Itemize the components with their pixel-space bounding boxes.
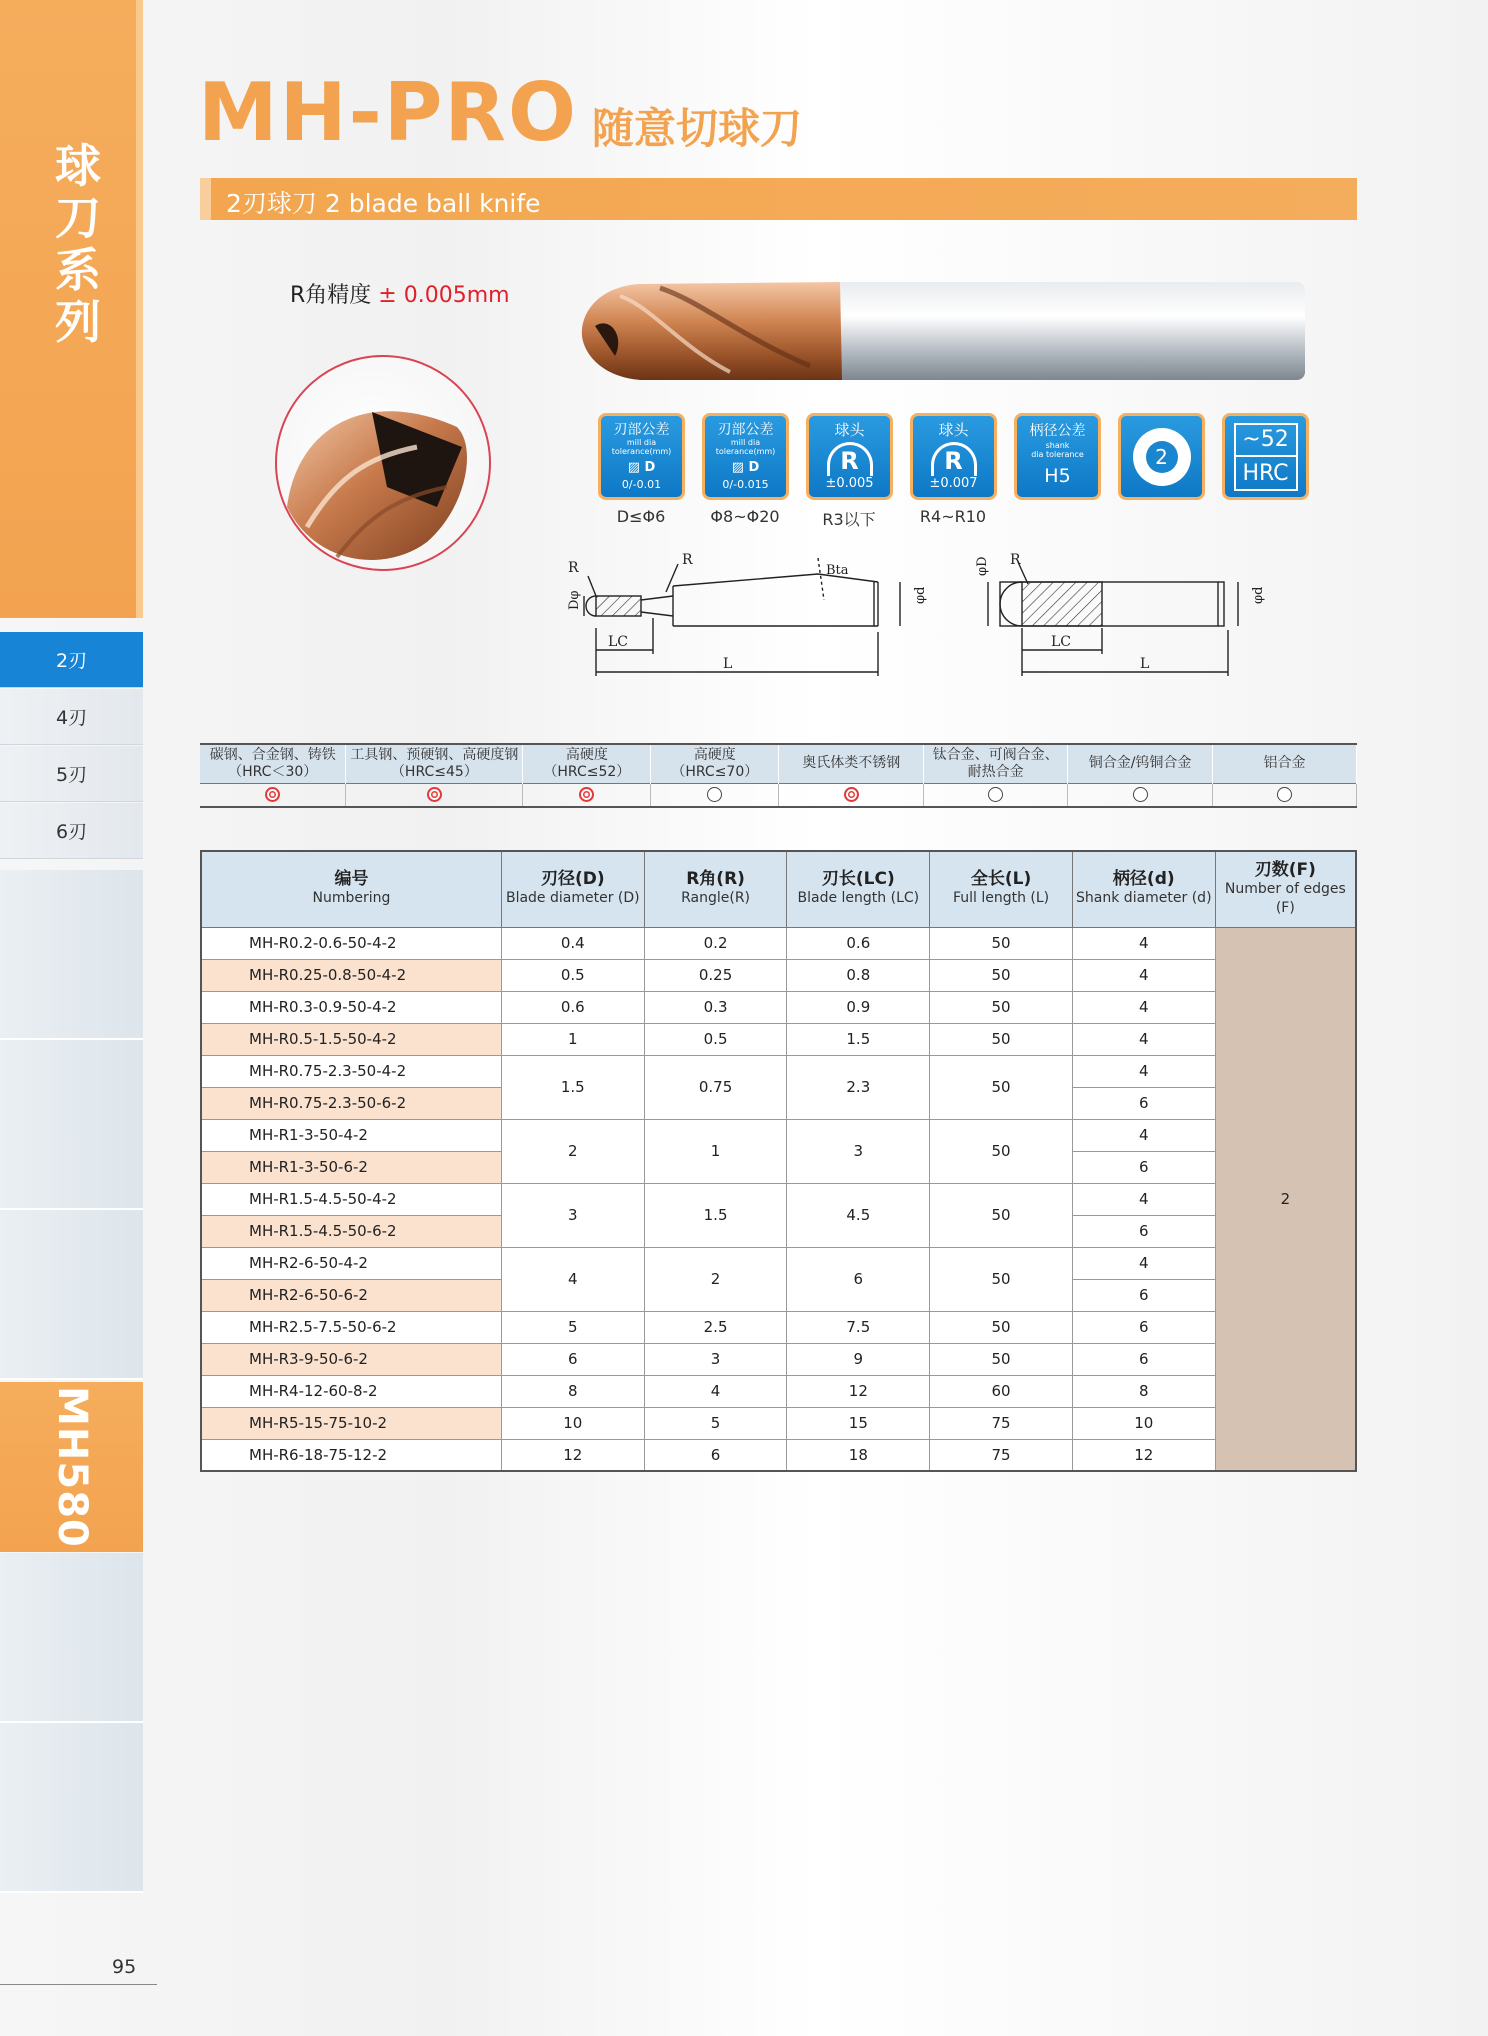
blade-length: 9: [787, 1343, 930, 1375]
page-number-rule: [0, 1984, 157, 1985]
blade-diameter: 4: [501, 1247, 644, 1311]
material-header: 奥氏体类不锈钢: [779, 744, 924, 783]
material-mark-cell: [1068, 783, 1213, 807]
double-circle-icon: [579, 787, 594, 802]
blade-length: 1.5: [787, 1023, 930, 1055]
shank-diameter: 12: [1072, 1439, 1215, 1471]
mill-dia-tolerance-icon: 刃部公差 mill dia tolerance(mm) ▨ D 0/-0.015: [702, 413, 789, 500]
part-number: MH-R1.5-4.5-50-4-2: [201, 1183, 501, 1215]
blade-count-tabs: [0, 632, 143, 860]
shank-diameter: 6: [1072, 1087, 1215, 1119]
full-length-label: L: [723, 656, 733, 672]
material-header: 铝合金: [1213, 744, 1357, 783]
table-row: [201, 1375, 1356, 1407]
blade-length: 0.6: [787, 927, 930, 959]
material-mark-cell: [1213, 783, 1357, 807]
icon-caption: R4~R10: [919, 507, 987, 526]
blade-diameter-label: Dφ: [567, 590, 582, 610]
spec-table: [200, 850, 1357, 1472]
ball-radius-tolerance-icon: 球头 R ±0.005: [806, 413, 893, 500]
material-mark-cell: [924, 783, 1068, 807]
blade-diameter: 8: [501, 1375, 644, 1407]
part-number: MH-R0.2-0.6-50-4-2: [201, 927, 501, 959]
blade-diameter: 10: [501, 1407, 644, 1439]
blade-diameter: 1.5: [501, 1055, 644, 1119]
spec-header-row: [201, 851, 1356, 927]
material-header-row: [200, 744, 1357, 783]
blade-diameter: 2: [501, 1119, 644, 1183]
icon-caption: Φ8~Φ20: [710, 507, 780, 526]
full-length: 50: [930, 1055, 1073, 1119]
blade-length: 12: [787, 1375, 930, 1407]
r-angle: 4: [644, 1375, 787, 1407]
table-row: [201, 959, 1356, 991]
material-mark-cell: [523, 783, 651, 807]
flute-count-icon: 2: [1118, 413, 1205, 500]
material-header: 高硬度 （HRC≤70）: [651, 744, 779, 783]
r-angle: 0.3: [644, 991, 787, 1023]
part-number: MH-R1.5-4.5-50-6-2: [201, 1215, 501, 1247]
full-length: 50: [930, 1183, 1073, 1247]
blade-diameter: 0.4: [501, 927, 644, 959]
circle-icon: [707, 787, 722, 802]
spec-header: 刃长(LC) Blade length (LC): [787, 851, 930, 927]
table-row: [201, 991, 1356, 1023]
r-angle: 2: [644, 1247, 787, 1311]
series-label-panel: [0, 1382, 143, 1552]
spec-header: 刃径(D) Blade diameter (D): [501, 851, 644, 927]
shank-diameter: 4: [1072, 1119, 1215, 1151]
material-header: 工具钢、预硬钢、高硬度钢 （HRC≤45）: [346, 744, 523, 783]
full-length-label: L: [1140, 656, 1150, 672]
r-angle: 0.75: [644, 1055, 787, 1119]
table-row: [201, 1247, 1356, 1279]
tab-5-blade[interactable]: 5刃: [0, 746, 143, 802]
full-length: 50: [930, 991, 1073, 1023]
taper-angle-label: Bta: [826, 563, 849, 578]
shank-diameter-label: φd: [1251, 586, 1266, 604]
radius-label: R: [568, 560, 579, 576]
r-angle: 3: [644, 1343, 787, 1375]
blade-length: 6: [787, 1247, 930, 1311]
circle-icon: [1277, 787, 1292, 802]
part-number: MH-R4-12-60-8-2: [201, 1375, 501, 1407]
blade-diameter: 1: [501, 1023, 644, 1055]
shank-tolerance-icon: 柄径公差 shank dia tolerance H5: [1014, 413, 1101, 500]
blade-length-label: LC: [608, 634, 629, 650]
table-row: [201, 1023, 1356, 1055]
blade-diameter: 5: [501, 1311, 644, 1343]
part-number: MH-R2-6-50-6-2: [201, 1279, 501, 1311]
edge-count: 2: [1215, 927, 1356, 1471]
shank-diameter: 4: [1072, 927, 1215, 959]
sidebar: [0, 0, 143, 1895]
sidebar-series-panel: [0, 0, 143, 618]
shank-diameter: 6: [1072, 1311, 1215, 1343]
material-header: 碳钢、合金钢、铸铁 （HRC＜30）: [200, 744, 346, 783]
technical-drawing: [548, 544, 1308, 684]
material-suitability-table: [200, 743, 1357, 808]
brand-title: MH-PRO: [198, 66, 579, 159]
shank-diameter: 6: [1072, 1215, 1215, 1247]
spec-body: [201, 927, 1356, 1471]
brand-subtitle: 随意切球刀: [592, 104, 803, 153]
part-number: MH-R6-18-75-12-2: [201, 1439, 501, 1471]
page-number: 95: [112, 1956, 137, 1978]
icon-caption: R3以下: [822, 510, 876, 529]
precision-value: ± 0.005mm: [378, 283, 510, 308]
material-header: 钛合金、可阀合金、 耐热合金: [924, 744, 1068, 783]
full-length: 50: [930, 959, 1073, 991]
precision-note: [290, 278, 510, 309]
shank-diameter: 4: [1072, 959, 1215, 991]
material-mark-cell: [346, 783, 523, 807]
r-angle: 0.25: [644, 959, 787, 991]
shank-diameter: 10: [1072, 1407, 1215, 1439]
r-angle: 0.5: [644, 1023, 787, 1055]
ball-tip-closeup-image: [275, 355, 491, 571]
full-length: 60: [930, 1375, 1073, 1407]
r-angle: 5: [644, 1407, 787, 1439]
table-row: [201, 1055, 1356, 1087]
part-number: MH-R2.5-7.5-50-6-2: [201, 1311, 501, 1343]
full-length: 50: [930, 1023, 1073, 1055]
circle-icon: [988, 787, 1003, 802]
blade-diameter: 6: [501, 1343, 644, 1375]
full-length: 75: [930, 1439, 1073, 1471]
ball-diameter-label: φD: [975, 556, 990, 576]
blade-length: 18: [787, 1439, 930, 1471]
blade-length: 3: [787, 1119, 930, 1183]
full-length: 50: [930, 1343, 1073, 1375]
full-length: 50: [930, 1247, 1073, 1311]
material-header: 高硬度 （HRC≤52）: [523, 744, 651, 783]
blade-length: 4.5: [787, 1183, 930, 1247]
part-number: MH-R0.3-0.9-50-4-2: [201, 991, 501, 1023]
precision-label: R角精度: [290, 283, 372, 308]
spec-header: 刃数(F) Number of edges (F): [1215, 851, 1356, 927]
table-row: [201, 1311, 1356, 1343]
shank-diameter: 6: [1072, 1151, 1215, 1183]
tab-2-blade[interactable]: 2刃: [0, 632, 143, 688]
blade-length: 0.8: [787, 959, 930, 991]
shank-diameter: 8: [1072, 1375, 1215, 1407]
r-angle: 2.5: [644, 1311, 787, 1343]
table-row: [201, 927, 1356, 959]
shank-diameter: 4: [1072, 1183, 1215, 1215]
part-number: MH-R1-3-50-6-2: [201, 1151, 501, 1183]
r-angle: 6: [644, 1439, 787, 1471]
circle-icon: [1133, 787, 1148, 802]
spec-header: 全长(L) Full length (L): [930, 851, 1073, 927]
hardness-icon: ~52 HRC: [1222, 413, 1309, 500]
full-length: 75: [930, 1407, 1073, 1439]
r-angle: 0.2: [644, 927, 787, 959]
part-number: MH-R0.75-2.3-50-4-2: [201, 1055, 501, 1087]
material-mark-cell: [779, 783, 924, 807]
spec-header: R角(R) Rangle(R): [644, 851, 787, 927]
part-number: MH-R3-9-50-6-2: [201, 1343, 501, 1375]
shank-diameter: 4: [1072, 1055, 1215, 1087]
ball-end-mill-image: [580, 276, 1310, 386]
part-number: MH-R5-15-75-10-2: [201, 1407, 501, 1439]
part-number: MH-R0.25-0.8-50-4-2: [201, 959, 501, 991]
shank-diameter: 4: [1072, 1023, 1215, 1055]
spec-header: 柄径(d) Shank diameter (d): [1072, 851, 1215, 927]
blade-length: 7.5: [787, 1311, 930, 1343]
table-row: [201, 1407, 1356, 1439]
part-number: MH-R0.5-1.5-50-4-2: [201, 1023, 501, 1055]
tab-4-blade[interactable]: 4刃: [0, 689, 143, 745]
mill-dia-tolerance-icon: 刃部公差 mill dia tolerance(mm) ▨ D 0/-0.01: [598, 413, 685, 500]
full-length: 50: [930, 927, 1073, 959]
blade-length: 2.3: [787, 1055, 930, 1119]
section-title: 2刃球刀 2 blade ball knife: [226, 189, 541, 218]
part-number: MH-R0.75-2.3-50-6-2: [201, 1087, 501, 1119]
blade-diameter: 12: [501, 1439, 644, 1471]
double-circle-icon: [844, 787, 859, 802]
tab-6-blade[interactable]: 6刃: [0, 803, 143, 859]
table-row: [201, 1119, 1356, 1151]
blade-diameter: 3: [501, 1183, 644, 1247]
blade-diameter: 0.6: [501, 991, 644, 1023]
material-mark-cell: [200, 783, 346, 807]
ball-radius-tolerance-icon: 球头 R ±0.007: [910, 413, 997, 500]
blade-diameter: 0.5: [501, 959, 644, 991]
series-title: 球刀系列: [55, 139, 101, 349]
table-row: [201, 1439, 1356, 1471]
blade-length: 15: [787, 1407, 930, 1439]
shank-diameter: 6: [1072, 1343, 1215, 1375]
double-circle-icon: [265, 787, 280, 802]
double-circle-icon: [427, 787, 442, 802]
icon-caption: D≤Φ6: [616, 507, 666, 526]
series-label: MH580: [48, 1386, 95, 1548]
spec-header: 编号 Numbering: [201, 851, 501, 927]
table-row: [201, 1343, 1356, 1375]
material-mark-row: [200, 783, 1357, 807]
shank-diameter: 6: [1072, 1279, 1215, 1311]
part-number: MH-R2-6-50-4-2: [201, 1247, 501, 1279]
part-number: MH-R1-3-50-4-2: [201, 1119, 501, 1151]
material-header: 铜合金/钨铜合金: [1068, 744, 1213, 783]
material-mark-cell: [651, 783, 779, 807]
blade-length-label: LC: [1051, 634, 1072, 650]
shank-diameter-label: φd: [913, 586, 928, 604]
section-banner: [200, 178, 1357, 220]
radius-label: R: [1010, 552, 1021, 568]
full-length: 50: [930, 1119, 1073, 1183]
table-row: [201, 1183, 1356, 1215]
radius-label: R: [682, 552, 693, 568]
full-length: 50: [930, 1311, 1073, 1343]
r-angle: 1: [644, 1119, 787, 1183]
blade-length: 0.9: [787, 991, 930, 1023]
shank-diameter: 4: [1072, 991, 1215, 1023]
r-angle: 1.5: [644, 1183, 787, 1247]
shank-diameter: 4: [1072, 1247, 1215, 1279]
